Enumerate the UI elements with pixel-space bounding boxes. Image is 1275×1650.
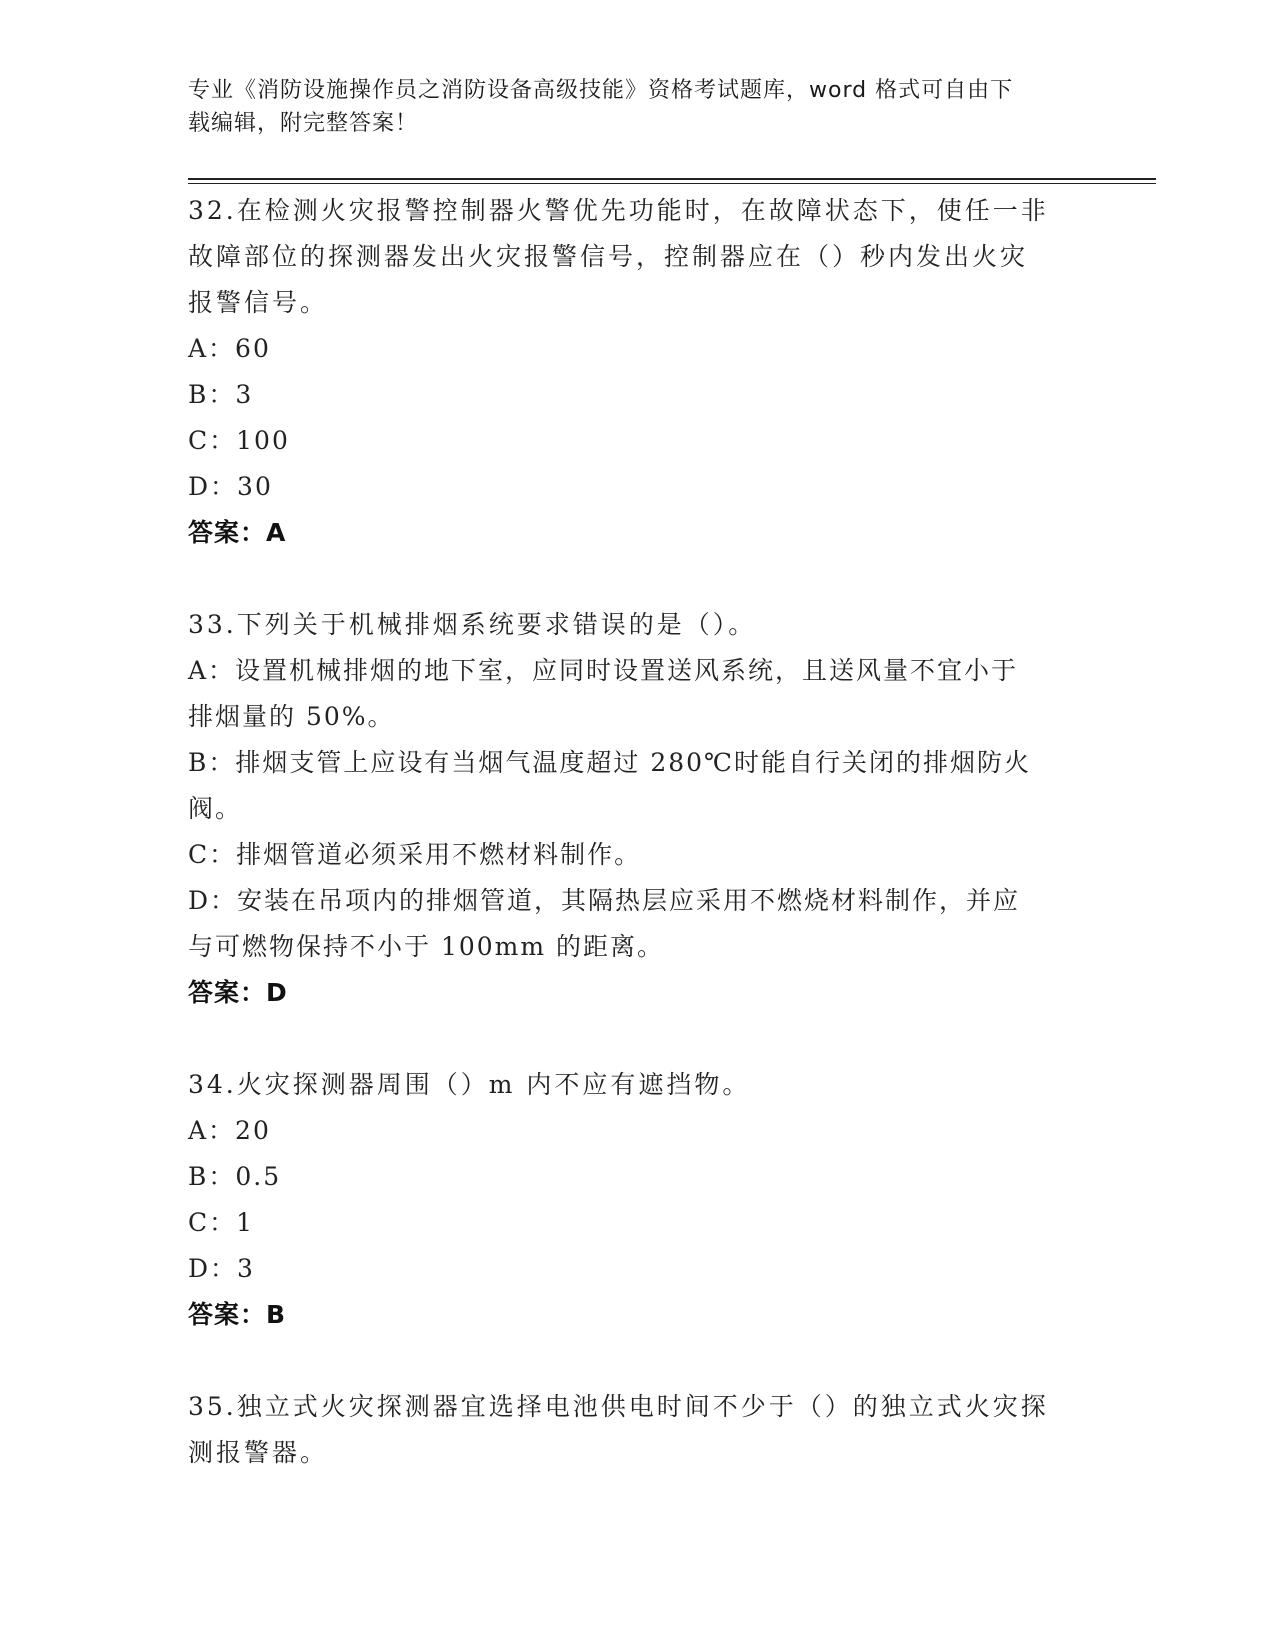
question-stem [188,1062,1088,1108]
document-header [188,74,1088,140]
spacer [188,556,1088,602]
spacer [188,1338,1088,1384]
option-c: C：100 [188,426,290,455]
question-stem [188,188,1088,326]
option-line: 阀。 [188,794,243,823]
option-b [188,740,1088,832]
answer: 答案：B [188,1300,287,1329]
spacer [188,1016,1088,1062]
question-stem [188,1384,1088,1476]
stem-line: 测报警器。 [188,1438,329,1467]
option-a: A：60 [188,334,271,363]
question-33 [188,602,1088,1016]
option-a: A：20 [188,1116,271,1145]
header-rule-thick [188,178,1156,180]
question-stem [188,602,1088,648]
stem-line: 32.在检测火灾报警控制器火警优先功能时，在故障状态下，使任一非 [188,196,1049,225]
stem-line: 35.独立式火灾探测器宜选择电池供电时间不少于（）的独立式火灾探 [188,1392,1049,1421]
option-d [188,878,1088,970]
option-line: A：设置机械排烟的地下室，应同时设置送风系统，且送风量不宜小于 [188,656,1019,685]
option-line: D：安装在吊项内的排烟管道，其隔热层应采用不燃烧材料制作，并应 [188,886,1021,915]
option-line: B：排烟支管上应设有当烟气温度超过 280℃时能自行关闭的排烟防火 [188,748,1032,777]
option-b: B：3 [188,380,254,409]
answer: 答案：D [188,978,288,1007]
option-a [188,648,1088,740]
stem-line: 报警信号。 [188,288,329,317]
option-c: C：排烟管道必须采用不燃材料制作。 [188,840,642,869]
question-34 [188,1062,1088,1338]
option-d: D：30 [188,472,273,501]
stem-line: 33.下列关于机械排烟系统要求错误的是（）。 [188,610,757,639]
header-line-2: 载编辑，附完整答案！ [188,111,419,136]
stem-line: 34.火灾探测器周围（）m 内不应有遮挡物。 [188,1070,751,1099]
stem-line: 故障部位的探测器发出火灾报警信号，控制器应在（）秒内发出火灾 [188,242,1029,271]
option-line: 与可燃物保持不小于 100mm 的距离。 [188,932,665,961]
option-d: D：3 [188,1254,255,1283]
question-32 [188,188,1088,556]
option-b: B：0.5 [188,1162,282,1191]
header-rule-thin [188,183,1156,184]
header-line-1: 专业《消防设施操作员之消防设备高级技能》资格考试题库，word 格式可自由下 [188,78,1014,103]
option-line: 排烟量的 50%。 [188,702,395,731]
question-list [188,188,1088,1476]
question-35 [188,1384,1088,1476]
answer: 答案：A [188,518,287,547]
option-c: C：1 [188,1208,255,1237]
